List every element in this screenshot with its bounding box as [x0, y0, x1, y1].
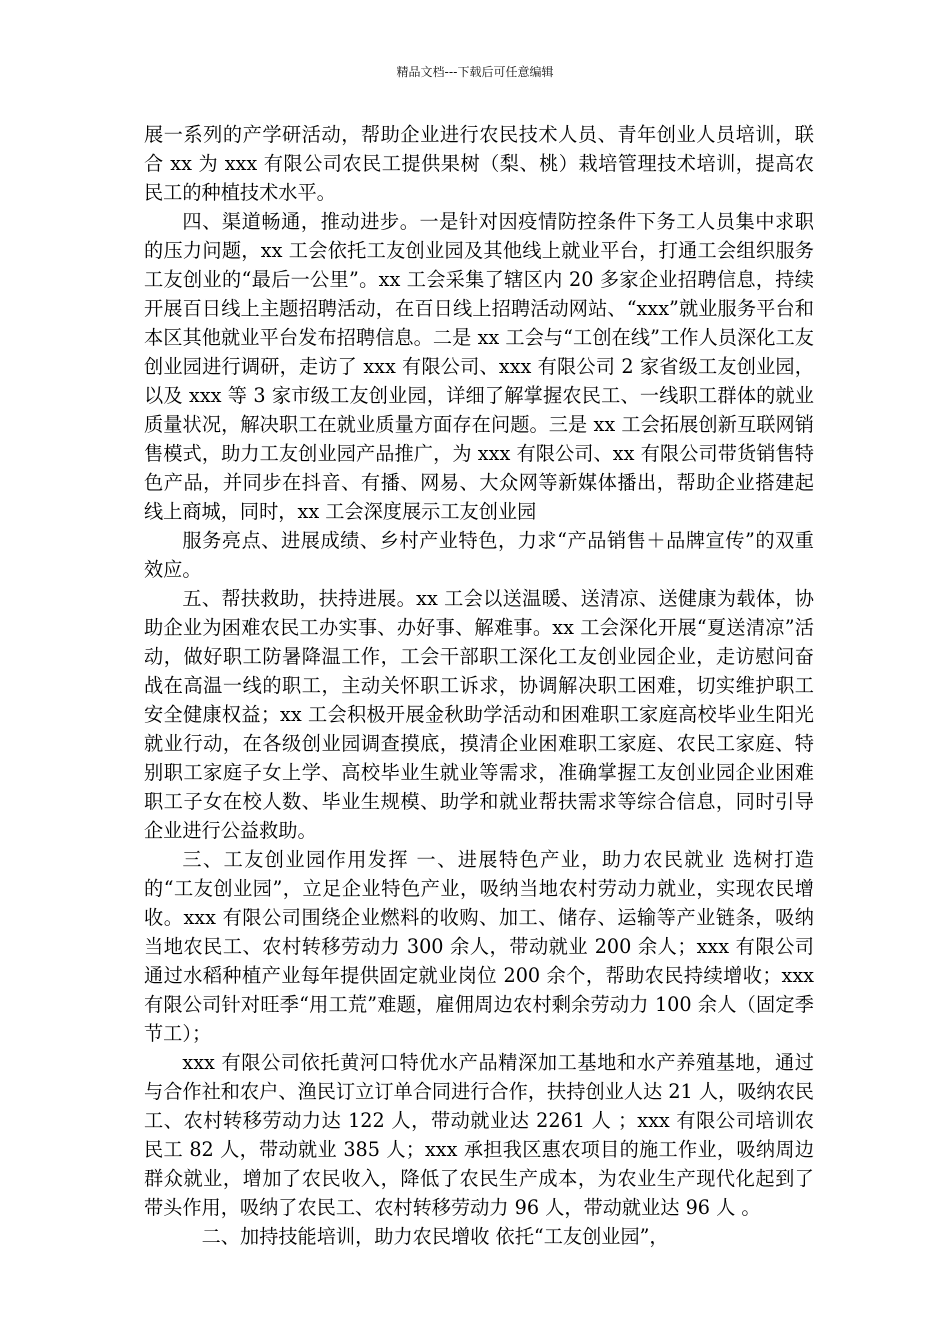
page-header: 精品文档---下载后可任意编辑 [396, 65, 554, 79]
paragraph-assistance: 五、帮扶救助，扶持进展。xx 工会以送温暖、送清凉、送健康为载体，协助企业为困难农民工办实事、办好事、解难事。xx 工会深化开展“夏送清凉”活动，做好职工防暑降温工作，工会干部职工深化工友创业园企业，走访慰问奋战在高温一线的职工，主动关怀职工诉求，协调解决职工困难，切实维护职工安全健康权益；xx 工会积极开展金秋助学活动和困难职工家庭高校毕业生阳光就业行动，在各级创业园调查摸底，摸清企业困难职工家庭、农民工家庭、特别职工家庭子女上学、高校毕业生就业等需求，准确掌握工友创业园企业困难职工子女在校人数、毕业生规模、助学和就业帮扶需求等综合信息，同时引导企业进行公益救助。 [144, 587, 814, 842]
paragraph-highlights: 服务亮点、进展成绩、乡村产业特色，力求“产品销售＋品牌宣传”的双重效应。 [144, 529, 814, 581]
paragraph-aquatic: xxx 有限公司依托黄河口特优水产品精深加工基地和水产养殖基地，通过与合作社和农户、渔民订立订单合同进行合作，扶持创业人达 21 人，吸纳农民工、农村转移劳动力达 122 人，带动就业达 2261 人 ；xxx 有限公司培训农民工 82 人，带动就业 385 人；xxx 承担我区惠农项目的施工作业，吸纳周边群众就业，增加了农民收入，降低了农民生产成本，为农业生产现代化起到了带头作用，吸纳了农民工、农村转移劳动力 96 人，带动就业达 96 人 。 [144, 1051, 814, 1219]
document-body [144, 120, 814, 1251]
paragraph-role: 三、工友创业园作用发挥 一、进展特色产业，助力农民就业 选树打造的“工友创业园”，立足企业特色产业，吸纳当地农村劳动力就业，实现农民增收。xxx 有限公司围绕企业燃料的收购、加工、储存、运输等产业链条，吸纳当地农民工、农村转移劳动力 300 余人，带动就业 200 余人；xxx 有限公司通过水稻种植产业每年提供固定就业岗位 200 余个，帮助农民持续增收；xxx 有限公司针对旺季“用工荒”难题，雇佣周边农村剩余劳动力 100 余人（固定季节工）； [144, 848, 814, 1045]
paragraph-continued: 展一系列的产学研活动，帮助企业进行农民技术人员、青年创业人员培训，联合 xx 为 xxx 有限公司农民工提供果树（梨、桃）栽培管理技术培训，提高农民工的种植技术水平。 [144, 123, 814, 204]
paragraph-channels: 四、渠道畅通，推动进步。一是针对因疫情防控条件下务工人员集中求职的压力问题，xx 工会依托工友创业园及其他线上就业平台，打通工会组织服务工友创业的“最后一公里”。xx 工会采集了辖区内 20 多家企业招聘信息，持续开展百日线上主题招聘活动，在百日线上招聘活动网站、“xxx”就业服务平台和本区其他就业平台发布招聘信息。二是 xx 工会与“工创在线”工作人员深化工友创业园进行调研，走访了 xxx 有限公司、xxx 有限公司 2 家省级工友创业园，以及 xxx 等 3 家市级工友创业园，详细了解掌握农民工、一线职工群体的就业质量状况，解决职工在就业质量方面存在问题。三是 xx 工会拓展创新互联网销售模式，助力工友创业园产品推广，为 xxx 有限公司、xx 有限公司带货销售特色产品，并同步在抖音、有播、网易、大众网等新媒体播出，帮助企业搭建起线上商城，同时，xx 工会深度展示工友创业园 [144, 210, 814, 523]
paragraph-training: 二、加持技能培训，助力农民增收 依托“工友创业园”， [201, 1225, 669, 1248]
